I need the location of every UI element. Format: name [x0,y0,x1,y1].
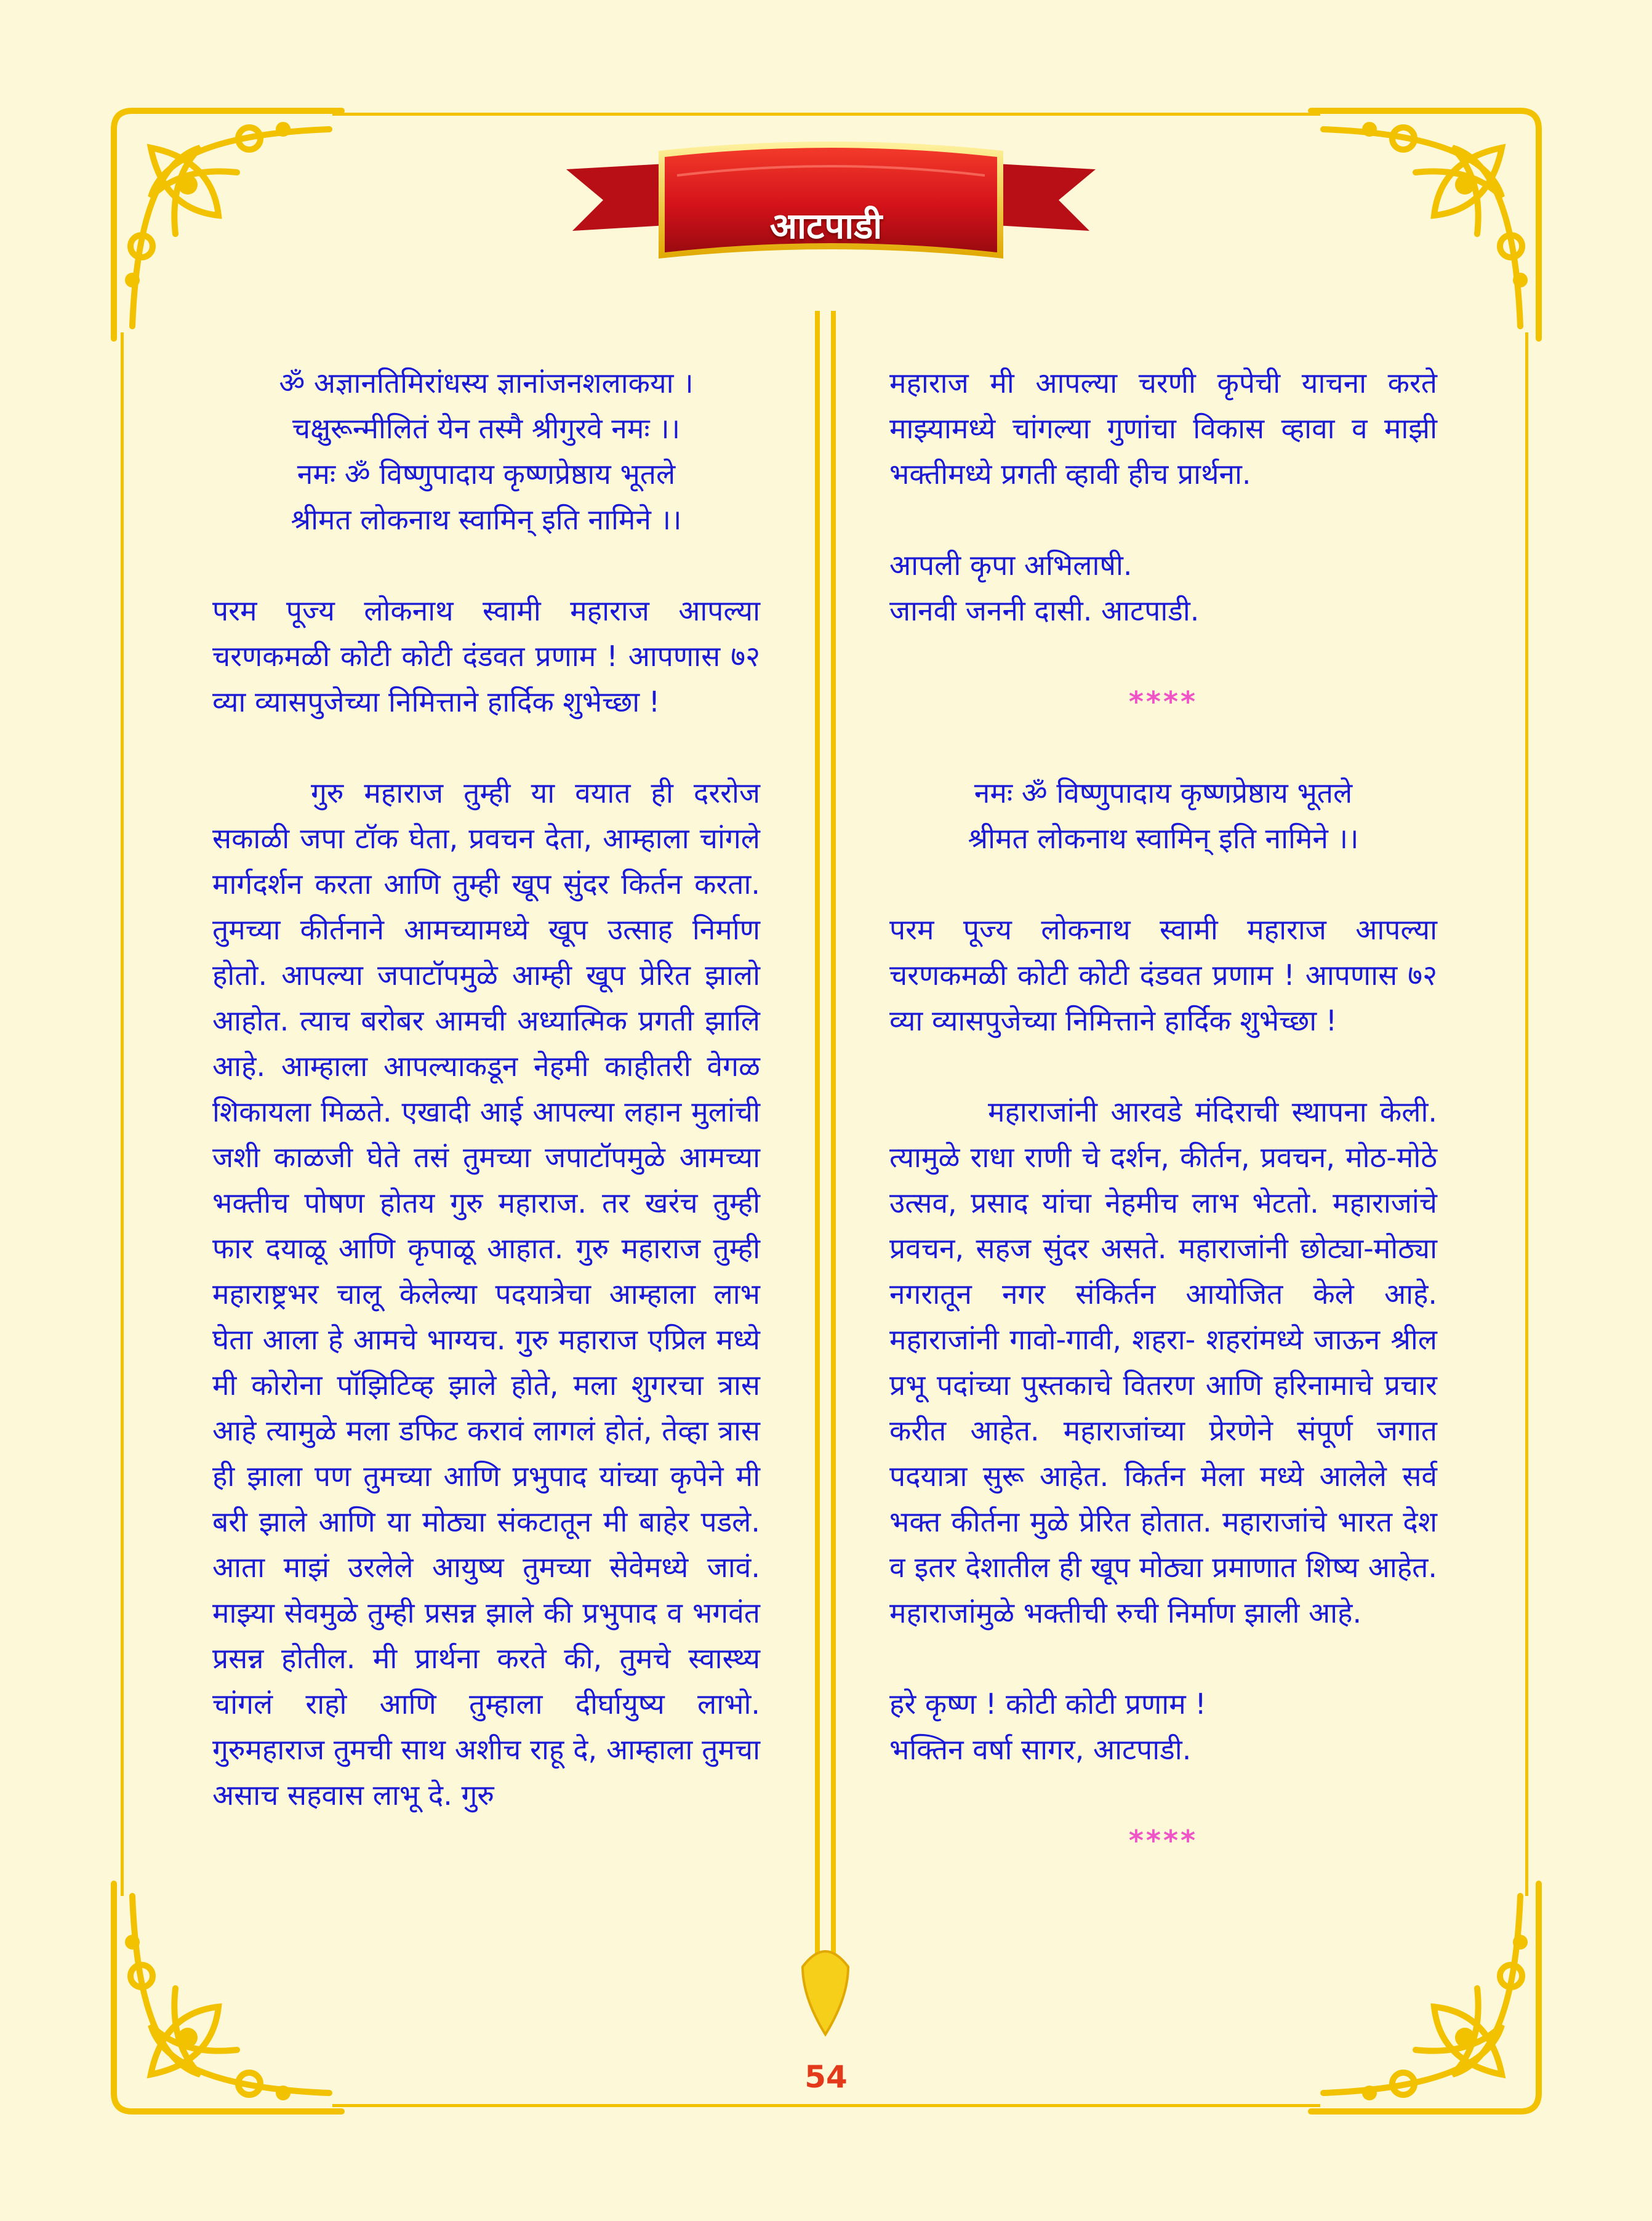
letter-body-paragraph: गुरु महाराज तुम्ही या वयात ही दररोज सकाळी जपा टॉक घेता, प्रवचन देता, आम्हाला चांगले मार्गदर्शन करता आणि तुम्ही खूप सुंदर किर्तन करता. तुमच्या कीर्तनाने आमच्यामध्ये खूप उत्साह निर्माण होतो. आपल्या जपाटॉपमुळे आम्ही खूप प्रेरित झालो आहोत. त्याच बरोबर आमची अध्यात्मिक प्रगती झालि आहे. आम्हाला आपल्याकडून नेहमी काहीतरी वेगळ शिकायला मिळते. एखादी आई आपल्या लहान मुलांची जशी काळजी घेते तसं तुमच्या जपाटॉपमुळे आमच्या भक्तीच पोषण होतय गुरु महाराज. तर खरंच तुम्ही फार दयाळू आणि कृपाळू आहात. गुरु महाराज तुम्ही महाराष्ट्रभर चालू केलेल्या पदयात्रेचा आम्हाला लाभ घेता आला हे आमचे भाग्यच. गुरु महाराज एप्रिल मध्ये मी कोरोना पॉझिटिव्ह झाले होते, मला शुगरचा त्रास आहे त्यामुळे मला डफिट करावं लागलं होतं, तेव्हा त्रास ही झाला पण तुमच्या आणि प्रभुपाद यांच्या कृपेने मी बरी झाले आणि या मोठ्या संकटातून मी बाहेर पडले. आता माझं उरलेले आयुष्य तुमच्या सेवेमध्ये जावं. माझ्या सेवमुळे तुम्ही प्रसन्न झाले की प्रभुपाद व भगवंत प्रसन्न होतील. मी प्रार्थना करते की, तुमचे स्वास्थ्य चांगलं राहो आणि तुम्हाला दीर्घायुष्य लाभो. गुरुमहाराज तुमची साथ अशीच राहू दे, आम्हाला तुमचा असाच सहवास लाभू दे. गुरु [212,776,760,1812]
letter-continuation-paragraph: महाराज मी आपल्या चरणी कृपेची याचना करते माझ्यामध्ये चांगल्या गुणांचा विकास व्हावा व माझी भक्तीमध्ये प्रगती व्हावी हीच प्रार्थना. [889,366,1437,491]
right-column [889,360,1437,1863]
greeting-paragraph: परम पूज्य लोकनाथ स्वामी महाराज आपल्या चरणकमळी कोटी कोटी दंडवत प्रणाम ! आपणास ७२ व्या व्यासपुजेच्या निमित्ताने हार्दिक शुभेच्छा ! [889,913,1437,1037]
section-divider-stars: **** [1128,1824,1198,1857]
page-title: आटपाडी [769,205,883,247]
corner-ornament-bottom-right [1299,1871,1557,2130]
page-number: 54 [804,2059,848,2095]
shloka-line: चक्षुरून्मीलितं येन तस्मै श्रीगुरवे नमः ।। [292,412,681,445]
corner-ornament-bottom-left [95,1871,354,2130]
shloka-line: श्रीमत लोकनाथ स्वामिन् इति नामिने ।। [968,822,1359,855]
column-divider [792,311,859,2090]
shloka-line: नमः ॐ विष्णुपादाय कृष्णप्रेष्ठाय भूतले [974,776,1353,809]
frame-left-line [121,332,124,1896]
letter-body-paragraph: महाराजांनी आरवडे मंदिराची स्थापना केली. त्यामुळे राधा राणी चे दर्शन, कीर्तन, प्रवचन, मोठ-मोठे उत्सव, प्रसाद यांचा नेहमीच लाभ भेटतो. महाराजांचे प्रवचन, सहज सुंदर असते. महाराजांनी छोट्या-मोठ्या नगरातून नगर संकिर्तन आयोजित केले आहे. महाराजांनी गावो-गावी, शहरा- शहरांमध्ये जाऊन श्रील प्रभू पदांच्या पुस्तकाचे वितरण आणि हरिनामाचे प्रचार करीत आहेत. महाराजांच्या प्रेरणेने संपूर्ण जगात पदयात्रा सुरू आहेत. किर्तन मेला मध्ये आलेले सर्व भक्त कीर्तना मुळे प्रेरित होतात. महाराजांचे भारत देश व इतर देशातील ही खूप मोठ्या प्रमाणात शिष्य आहेत. महाराजांमुळे भक्तीची रुची निर्माण झाली आहे. [889,1095,1437,1629]
shloka-line: नमः ॐ विष्णुपादाय कृष्णप्रेष्ठाय भूतले [297,457,676,491]
corner-ornament-top-right [1299,92,1557,351]
signoff-line: आपली कृपा अभिलाषी. [889,548,1133,582]
frame-right-line [1525,332,1528,1896]
frame-bottom-line [332,2104,1320,2107]
shloka-line: श्रीमत लोकनाथ स्वामिन् इति नामिने ।। [291,503,682,536]
frame-top-line [332,113,1320,116]
corner-ornament-top-left [95,92,354,351]
left-column [212,360,760,1818]
signoff-line: हरे कृष्ण ! कोटी कोटी प्रणाम ! [889,1687,1206,1721]
signoff-line: भक्तिन वर्षा सागर, आटपाडी. [889,1733,1192,1766]
section-divider-stars: **** [1128,685,1198,718]
signoff-line: जानवी जननी दासी. आटपाडी. [889,594,1200,627]
greeting-paragraph: परम पूज्य लोकनाथ स्वामी महाराज आपल्या चरणकमळी कोटी कोटी दंडवत प्रणाम ! आपणास ७२ व्या व्यासपुजेच्या निमित्ताने हार्दिक शुभेच्छा ! [212,594,760,718]
shloka-line: ॐ अज्ञानतिमिरांधस्य ज्ञानांजनशलाकया । [279,366,694,400]
